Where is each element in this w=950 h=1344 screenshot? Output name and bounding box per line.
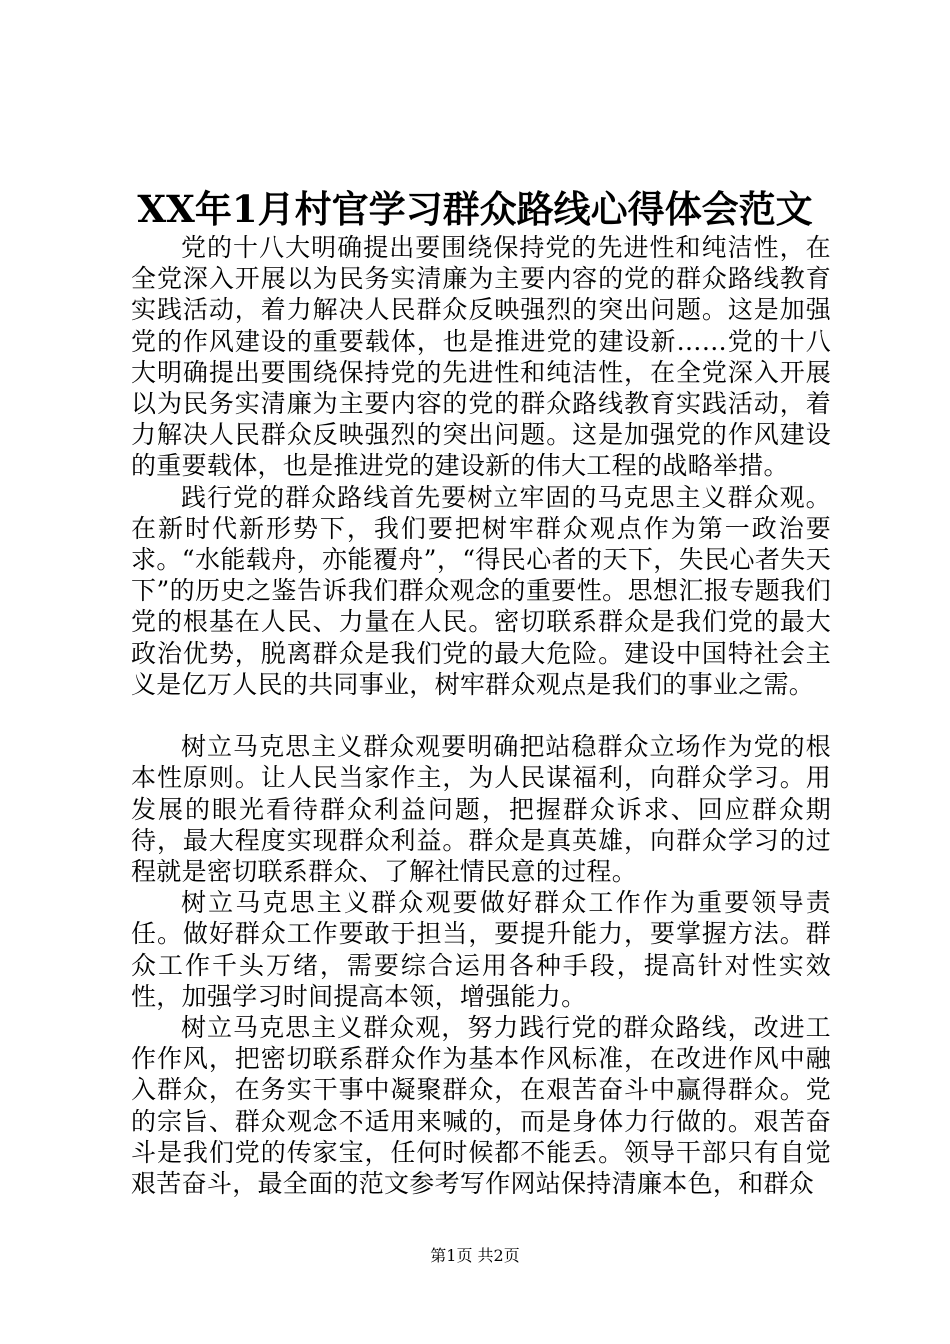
document-title: XX年1月村官学习群众路线心得体会范文 bbox=[137, 187, 813, 231]
paragraph: 党的十八大明确提出要围绕保持党的先进性和纯洁性，在全党深入开展以为民务实清廉为主要内容的党的群众路线教育实践活动，着力解决人民群众反映强烈的突出问题。这是加强党的作风建设的重要载体，也是推进党的建设新……党的十八大明确提出要围绕保持党的先进性和纯洁性，在全党深入开展以为民务实清廉为主要内容的党的群众路线教育实践活动，着力解决人民群众反映强烈的突出问题。这是加强党的作风建设的重要载体，也是推进党的建设新的伟大工程的战略举措。 bbox=[131, 233, 831, 481]
paragraph: 践行党的群众路线首先要树立牢固的马克思主义群众观。在新时代新形势下，我们要把树牢群众观点作为第一政治要求。“水能载舟，亦能覆舟”，“得民心者的天下，失民心者失天下”的历史之鉴告诉我们群众观念的重要性。思想汇报专题我们党的根基在人民、力量在人民。密切联系群众是我们党的最大政治优势，脱离群众是我们党的最大危险。建设中国特社会主义是亿万人民的共同事业，树牢群众观点是我们的事业之需。 bbox=[131, 482, 831, 699]
paragraph: 树立马克思主义群众观要做好群众工作作为重要领导责任。做好群众工作要敢于担当，要提升能力，要掌握方法。群众工作千头万绪，需要综合运用各种手段，提高针对性实效性，加强学习时间提高本领，增强能力。 bbox=[131, 888, 831, 1011]
document-body bbox=[131, 232, 831, 1199]
paragraph: 树立马克思主义群众观要明确把站稳群众立场作为党的根本性原则。让人民当家作主，为人民谋福利，向群众学习。用发展的眼光看待群众利益问题，把握群众诉求、回应群众期待，最大程度实现群众利益。群众是真英雄，向群众学习的过程就是密切联系群众、了解社情民意的过程。 bbox=[131, 732, 831, 887]
page-footer: 第1页 共2页 bbox=[430, 1246, 520, 1265]
paragraph-spacer bbox=[131, 700, 831, 731]
paragraph: 树立马克思主义群众观，努力践行党的群众路线，改进工作作风，把密切联系群众作为基本作风标准，在改进作风中融入群众，在务实干事中凝聚群众，在艰苦奋斗中赢得群众。党的宗旨、群众观念不适用来喊的，而是身体力行做的。艰苦奋斗是我们党的传家宝，任何时候都不能丢。领导干部只有自觉艰苦奋斗，最全面的范文参考写作网站保持清廉本色，和群众 bbox=[131, 1013, 831, 1199]
